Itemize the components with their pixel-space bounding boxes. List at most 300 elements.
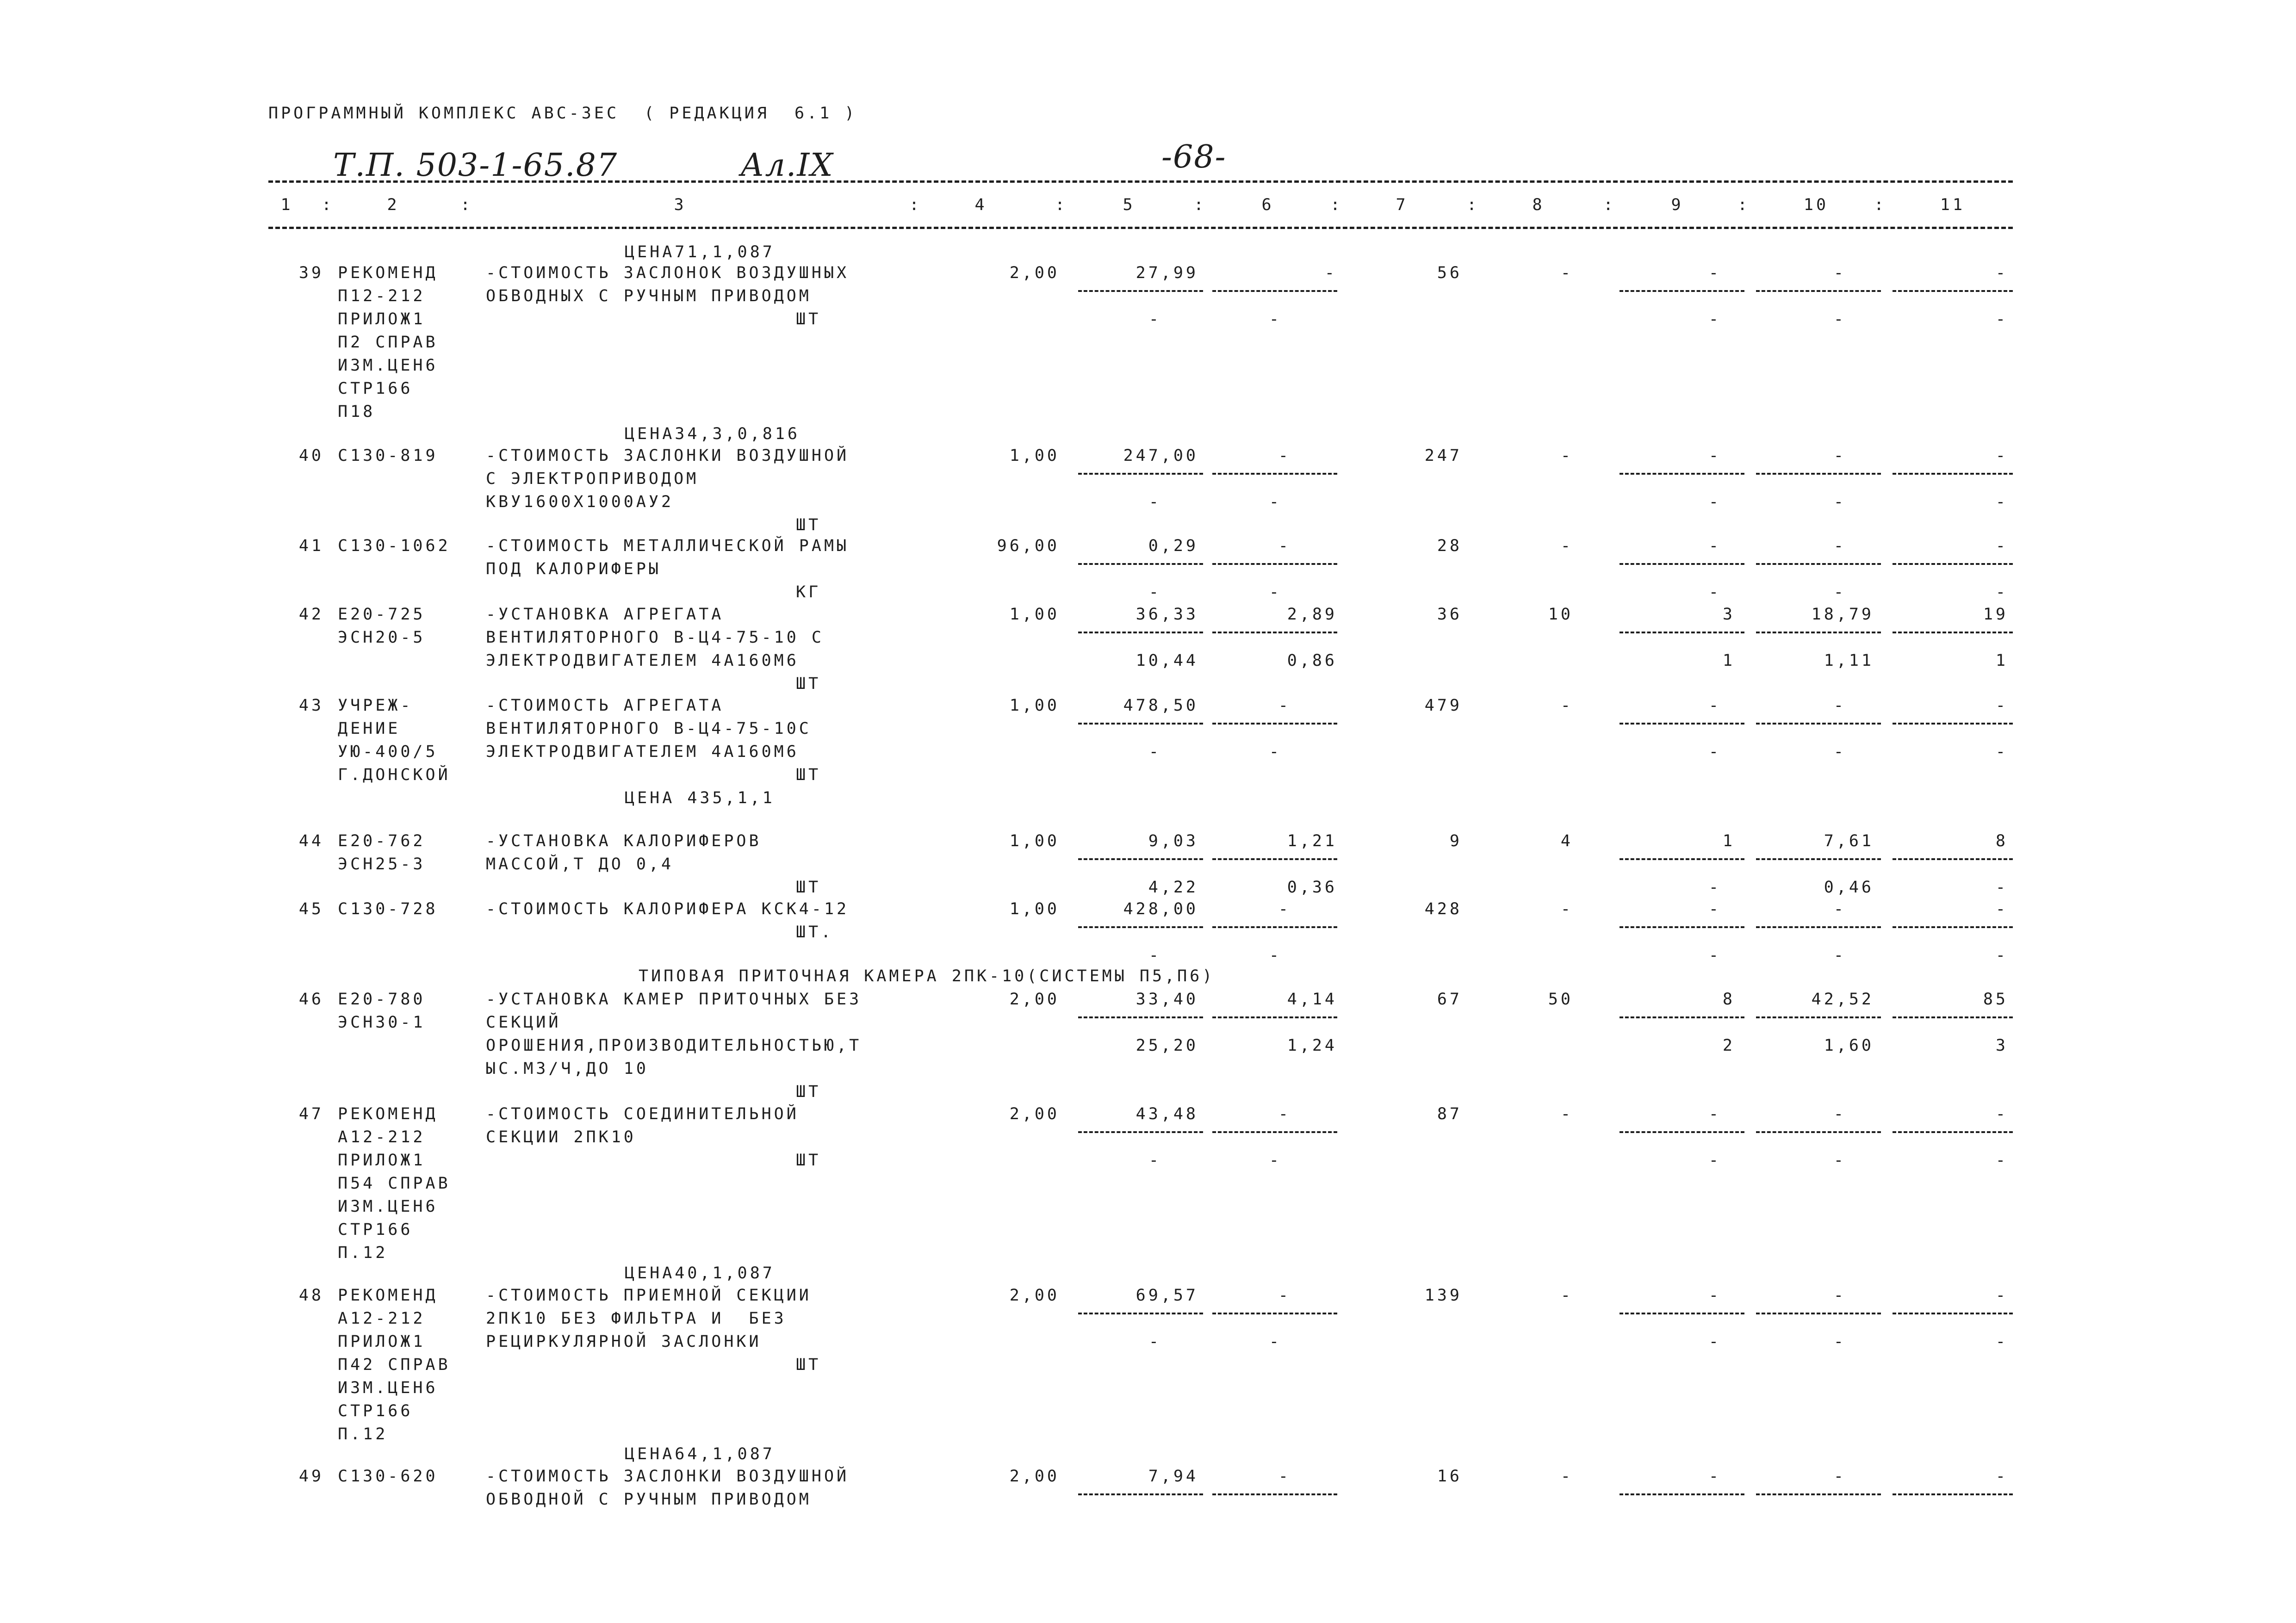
col10-bottom: 0,46: [1824, 878, 1874, 897]
col9-top: -: [1708, 1286, 1721, 1305]
header-bottom-rule: [268, 227, 2013, 229]
row-code-line: С130-728: [338, 900, 438, 918]
row-code-line: РЕКОМЕНД: [338, 264, 438, 282]
row-number: 43: [298, 696, 324, 715]
col-sep: :: [1738, 196, 1750, 214]
col11-top: -: [1995, 696, 2008, 715]
row-quantity: 2,00: [1009, 1105, 1060, 1123]
dash-underline: [1212, 473, 1337, 475]
dash-underline: [1620, 723, 1744, 725]
col6-bottom: -: [1269, 1332, 1282, 1351]
price-note: ЦЕНА40,1,087: [625, 1264, 775, 1282]
row-code-line: ИЗМ.ЦЕН6: [338, 1379, 438, 1397]
col11-top: -: [1995, 1467, 2008, 1486]
col-num-8: 8: [1532, 196, 1545, 214]
col9-bottom: -: [1708, 1151, 1721, 1170]
col9-top: -: [1708, 446, 1721, 465]
col5-bottom: -: [1148, 493, 1161, 511]
row-description-line: ЭЛЕКТРОДВИГАТЕЛЕМ 4А160М6: [486, 743, 799, 761]
row-code-line: С130-819: [338, 446, 438, 465]
row-number: 40: [298, 446, 324, 465]
row-unit: ШТ: [796, 1151, 821, 1170]
col6-bottom: -: [1269, 310, 1282, 328]
dash-underline: [1620, 1313, 1744, 1314]
price-note: ЦЕНА34,3,0,816: [625, 425, 800, 443]
col11-top: -: [1995, 264, 2008, 282]
col5-top: 428,00: [1123, 900, 1198, 918]
header-top-rule: [268, 180, 2013, 183]
col6-bottom: -: [1269, 583, 1282, 601]
col8-value: -: [1560, 537, 1573, 555]
col6-top: -: [1278, 1286, 1291, 1305]
dash-underline: [1756, 926, 1881, 928]
row-unit: ШТ: [796, 310, 821, 328]
dash-underline: [1078, 1493, 1203, 1495]
dash-underline: [1620, 290, 1744, 292]
col-num-7: 7: [1396, 196, 1409, 214]
dash-underline: [1212, 632, 1337, 633]
dash-underline: [1078, 1016, 1203, 1018]
dash-underline: [1620, 563, 1744, 565]
dash-underline: [1212, 1493, 1337, 1495]
col6-top: 4,14: [1287, 990, 1337, 1009]
col8-value: 4: [1560, 832, 1573, 850]
col11-top: -: [1995, 900, 2008, 918]
col8-value: -: [1560, 1105, 1573, 1123]
col5-top: 43,48: [1136, 1105, 1198, 1123]
dash-underline: [1756, 858, 1881, 860]
col11-top: 19: [1983, 605, 2008, 624]
row-unit: ШТ: [796, 675, 821, 693]
col7-value: 36: [1437, 605, 1462, 624]
col-num-3: 3: [674, 196, 687, 214]
col10-top: -: [1833, 537, 1846, 555]
row-code-line: ИЗМ.ЦЕН6: [338, 356, 438, 375]
row-description-line: -УСТАНОВКА АГРЕГАТА: [486, 605, 724, 624]
dash-underline: [1893, 1016, 2013, 1018]
row-description-line: -СТОИМОСТЬ АГРЕГАТА: [486, 696, 724, 715]
col11-top: -: [1995, 446, 2008, 465]
dash-underline: [1893, 858, 2013, 860]
dash-underline: [1756, 290, 1881, 292]
col11-bottom: -: [1995, 946, 2008, 965]
col10-bottom: -: [1833, 583, 1846, 601]
col10-top: -: [1833, 446, 1846, 465]
col7-value: 56: [1437, 264, 1462, 282]
dash-underline: [1893, 632, 2013, 633]
col10-bottom: -: [1833, 743, 1846, 761]
col5-bottom: -: [1148, 1151, 1161, 1170]
col9-top: -: [1708, 537, 1721, 555]
row-description-line: РЕЦИРКУЛЯРНОЙ ЗАСЛОНКИ: [486, 1332, 762, 1351]
col10-top: 18,79: [1811, 605, 1874, 624]
col6-top: -: [1324, 264, 1337, 282]
col-sep: :: [1055, 196, 1068, 214]
page-number: -68-: [1161, 139, 1227, 175]
row-code-line: Е20-780: [338, 990, 426, 1009]
section-heading: ТИПОВАЯ ПРИТОЧНАЯ КАМЕРА 2ПК-10(СИСТЕМЫ П5,П6): [639, 967, 1215, 985]
row-code-line: П.12: [338, 1425, 388, 1443]
dash-underline: [1212, 723, 1337, 725]
col5-top: 9,03: [1148, 832, 1198, 850]
col5-bottom: -: [1148, 743, 1161, 761]
row-description-line: -СТОИМОСТЬ ЗАСЛОНКИ ВОЗДУШНОЙ: [486, 1467, 850, 1486]
col9-top: -: [1708, 696, 1721, 715]
row-code-line: А12-212: [338, 1128, 426, 1146]
row-quantity: 1,00: [1009, 446, 1060, 465]
col8-value: -: [1560, 1286, 1573, 1305]
col6-bottom: 0,86: [1287, 651, 1337, 670]
dash-underline: [1893, 926, 2013, 928]
col11-bottom: 3: [1995, 1036, 2008, 1055]
col11-bottom: 1: [1995, 651, 2008, 670]
row-code-line: РЕКОМЕНД: [338, 1105, 438, 1123]
row-code-line: Г.ДОНСКОЙ: [338, 766, 451, 784]
col10-top: 7,61: [1824, 832, 1874, 850]
row-number: 41: [298, 537, 324, 555]
col7-value: 247: [1424, 446, 1462, 465]
dash-underline: [1620, 926, 1744, 928]
col9-bottom: 1: [1722, 651, 1735, 670]
col-sep: :: [1194, 196, 1207, 214]
col10-top: -: [1833, 900, 1846, 918]
col-num-10: 10: [1803, 196, 1829, 214]
row-description-line: -УСТАНОВКА КАМЕР ПРИТОЧНЫХ БЕЗ: [486, 990, 862, 1009]
col-sep: :: [1874, 196, 1887, 214]
col10-bottom: -: [1833, 310, 1846, 328]
dash-underline: [1620, 473, 1744, 475]
row-code-line: П.12: [338, 1244, 388, 1262]
col6-top: -: [1278, 537, 1291, 555]
col10-bottom: 1,60: [1824, 1036, 1874, 1055]
col10-top: -: [1833, 264, 1846, 282]
dash-underline: [1212, 858, 1337, 860]
dash-underline: [1893, 1313, 2013, 1314]
col10-bottom: -: [1833, 1151, 1846, 1170]
row-code-line: Е20-725: [338, 605, 426, 624]
col5-top: 33,40: [1136, 990, 1198, 1009]
col9-top: -: [1708, 1467, 1721, 1486]
dash-underline: [1756, 1131, 1881, 1133]
col5-top: 7,94: [1148, 1467, 1198, 1486]
price-note: ЦЕНА 435,1,1: [625, 789, 775, 807]
col7-value: 87: [1437, 1105, 1462, 1123]
row-description-line: -СТОИМОСТЬ МЕТАЛЛИЧЕСКОЙ РАМЫ: [486, 537, 850, 555]
row-description-line: ОБВОДНЫХ С РУЧНЫМ ПРИВОДОМ: [486, 287, 812, 305]
row-code-line: РЕКОМЕНД: [338, 1286, 438, 1305]
dash-underline: [1893, 1493, 2013, 1495]
col9-top: 3: [1722, 605, 1735, 624]
project-code: Т.П. 503-1-65.87: [333, 147, 618, 184]
dash-underline: [1756, 563, 1881, 565]
row-description-line: -СТОИМОСТЬ ЗАСЛОНОК ВОЗДУШНЫХ: [486, 264, 850, 282]
row-number: 49: [298, 1467, 324, 1486]
col-num-9: 9: [1671, 196, 1684, 214]
col9-bottom: -: [1708, 1332, 1721, 1351]
dash-underline: [1078, 926, 1203, 928]
col11-top: 8: [1995, 832, 2008, 850]
col6-top: -: [1278, 446, 1291, 465]
col6-bottom: -: [1269, 946, 1282, 965]
col11-bottom: -: [1995, 1332, 2008, 1351]
col7-value: 139: [1424, 1286, 1462, 1305]
col5-top: 69,57: [1136, 1286, 1198, 1305]
col5-top: 478,50: [1123, 696, 1198, 715]
row-unit: ШТ: [796, 1356, 821, 1374]
col11-top: 85: [1983, 990, 2008, 1009]
program-header: ПРОГРАММНЫЙ КОМПЛЕКС АВС-3ЕС ( РЕДАКЦИЯ 6.1 ): [268, 104, 857, 123]
row-description-line: -УСТАНОВКА КАЛОРИФЕРОВ: [486, 832, 762, 850]
col-num-5: 5: [1123, 196, 1136, 214]
row-number: 48: [298, 1286, 324, 1305]
dash-underline: [1078, 473, 1203, 475]
col11-top: -: [1995, 1286, 2008, 1305]
col-sep: :: [460, 196, 473, 214]
row-code-line: С130-1062: [338, 537, 451, 555]
col6-top: -: [1278, 1467, 1291, 1486]
row-description-line: ВЕНТИЛЯТОРНОГО В-Ц4-75-10С: [486, 719, 812, 738]
col6-bottom: -: [1269, 493, 1282, 511]
col10-top: -: [1833, 1105, 1846, 1123]
dash-underline: [1212, 1016, 1337, 1018]
row-description-line: КВУ1600Х1000АУ2: [486, 493, 674, 511]
col6-bottom: -: [1269, 1151, 1282, 1170]
col9-bottom: -: [1708, 946, 1721, 965]
col6-top: -: [1278, 696, 1291, 715]
dash-underline: [1212, 926, 1337, 928]
col9-top: -: [1708, 1105, 1721, 1123]
col9-top: -: [1708, 264, 1721, 282]
row-quantity: 2,00: [1009, 1467, 1060, 1486]
row-description-line: -СТОИМОСТЬ ЗАСЛОНКИ ВОЗДУШНОЙ: [486, 446, 850, 465]
col5-bottom: -: [1148, 1332, 1161, 1351]
col7-value: 428: [1424, 900, 1462, 918]
dash-underline: [1078, 563, 1203, 565]
col5-top: 0,29: [1148, 537, 1198, 555]
col8-value: -: [1560, 446, 1573, 465]
col10-bottom: -: [1833, 493, 1846, 511]
col5-bottom: 4,22: [1148, 878, 1198, 897]
row-description-line: 2ПК10 БЕЗ ФИЛЬТРА И БЕЗ: [486, 1309, 787, 1328]
row-code-line: УЧРЕЖ-: [338, 696, 413, 715]
col-sep: :: [1467, 196, 1480, 214]
row-description-line: -СТОИМОСТЬ КАЛОРИФЕРА КСК4-12: [486, 900, 850, 918]
row-code-line: П54 СПРАВ: [338, 1174, 451, 1193]
row-code-line: СТР166: [338, 379, 413, 398]
row-description-line: -СТОИМОСТЬ СОЕДИНИТЕЛЬНОЙ: [486, 1105, 799, 1123]
row-quantity: 96,00: [997, 537, 1060, 555]
row-code-line: УЮ-400/5: [338, 743, 438, 761]
col9-bottom: -: [1708, 583, 1721, 601]
dash-underline: [1078, 723, 1203, 725]
col7-value: 479: [1424, 696, 1462, 715]
col7-value: 28: [1437, 537, 1462, 555]
col-num-6: 6: [1261, 196, 1274, 214]
col6-top: 2,89: [1287, 605, 1337, 624]
row-code-line: ЭСН25-3: [338, 855, 426, 873]
row-description-line: ЭЛЕКТРОДВИГАТЕЛЕМ 4А160М6: [486, 651, 799, 670]
col11-bottom: -: [1995, 1151, 2008, 1170]
col5-bottom: -: [1148, 583, 1161, 601]
dash-underline: [1756, 1493, 1881, 1495]
col5-bottom: -: [1148, 310, 1161, 328]
row-unit: ШТ: [796, 1083, 821, 1101]
row-quantity: 1,00: [1009, 900, 1060, 918]
dash-underline: [1078, 858, 1203, 860]
dash-underline: [1893, 1131, 2013, 1133]
col6-bottom: -: [1269, 743, 1282, 761]
row-code-line: ЭСН30-1: [338, 1013, 426, 1032]
dash-underline: [1078, 1313, 1203, 1314]
dash-underline: [1620, 632, 1744, 633]
dash-underline: [1756, 723, 1881, 725]
row-description-line: ОРОШЕНИЯ,ПРОИЗВОДИТЕЛЬНОСТЬЮ,Т: [486, 1036, 862, 1055]
row-quantity: 1,00: [1009, 605, 1060, 624]
row-description-line: ПОД КАЛОРИФЕРЫ: [486, 560, 662, 578]
col8-value: -: [1560, 696, 1573, 715]
row-number: 42: [298, 605, 324, 624]
col10-top: -: [1833, 696, 1846, 715]
col10-bottom: -: [1833, 946, 1846, 965]
col6-top: -: [1278, 900, 1291, 918]
row-code-line: Е20-762: [338, 832, 426, 850]
row-code-line: П42 СПРАВ: [338, 1356, 451, 1374]
row-unit: ШТ: [796, 878, 821, 897]
row-code-line: ПРИЛОЖ1: [338, 1332, 426, 1351]
col-num-1: 1: [280, 196, 293, 214]
dash-underline: [1078, 290, 1203, 292]
col5-top: 36,33: [1136, 605, 1198, 624]
col-num-2: 2: [387, 196, 400, 214]
row-description-line: С ЭЛЕКТРОПРИВОДОМ: [486, 470, 699, 488]
row-quantity: 1,00: [1009, 696, 1060, 715]
col9-bottom: -: [1708, 878, 1721, 897]
row-description-line: СЕКЦИЙ: [486, 1013, 561, 1032]
col7-value: 67: [1437, 990, 1462, 1009]
dash-underline: [1893, 563, 2013, 565]
col11-top: -: [1995, 537, 2008, 555]
price-note: ЦЕНА71,1,087: [625, 243, 775, 261]
row-code-line: ПРИЛОЖ1: [338, 1151, 426, 1170]
col-sep: :: [1330, 196, 1343, 214]
dash-underline: [1212, 563, 1337, 565]
col9-bottom: -: [1708, 743, 1721, 761]
row-code-line: П12-212: [338, 287, 426, 305]
row-code-line: С130-620: [338, 1467, 438, 1486]
col9-top: -: [1708, 900, 1721, 918]
dash-underline: [1756, 1313, 1881, 1314]
col9-top: 1: [1722, 832, 1735, 850]
row-code-line: ПРИЛОЖ1: [338, 310, 426, 328]
col5-top: 27,99: [1136, 264, 1198, 282]
row-quantity: 1,00: [1009, 832, 1060, 850]
col10-top: 42,52: [1811, 990, 1874, 1009]
col5-top: 247,00: [1123, 446, 1198, 465]
col8-value: -: [1560, 900, 1573, 918]
row-unit: КГ: [796, 583, 821, 601]
dash-underline: [1893, 473, 2013, 475]
col5-bottom: 10,44: [1136, 651, 1198, 670]
row-description-line: ВЕНТИЛЯТОРНОГО В-Ц4-75-10 С: [486, 628, 824, 647]
col8-value: 10: [1548, 605, 1573, 624]
col9-top: 8: [1722, 990, 1735, 1009]
col6-top: -: [1278, 1105, 1291, 1123]
row-code-line: П18: [338, 403, 376, 421]
col5-bottom: 25,20: [1136, 1036, 1198, 1055]
row-quantity: 2,00: [1009, 264, 1060, 282]
col11-bottom: -: [1995, 310, 2008, 328]
dash-underline: [1756, 473, 1881, 475]
row-number: 44: [298, 832, 324, 850]
dash-underline: [1756, 632, 1881, 633]
col6-bottom: 0,36: [1287, 878, 1337, 897]
row-quantity: 2,00: [1009, 990, 1060, 1009]
album-number: Ал.IX: [740, 147, 834, 184]
row-description-line: МАССОЙ,Т ДО 0,4: [486, 855, 674, 873]
col10-top: -: [1833, 1467, 1846, 1486]
row-code-line: П2 СПРАВ: [338, 333, 438, 352]
dash-underline: [1212, 1131, 1337, 1133]
col-sep: :: [322, 196, 335, 214]
col6-bottom: 1,24: [1287, 1036, 1337, 1055]
dash-underline: [1620, 1131, 1744, 1133]
row-code-line: СТР166: [338, 1220, 413, 1239]
col11-bottom: -: [1995, 493, 2008, 511]
row-number: 47: [298, 1105, 324, 1123]
row-number: 45: [298, 900, 324, 918]
dash-underline: [1620, 1016, 1744, 1018]
col9-bottom: -: [1708, 310, 1721, 328]
price-note: ЦЕНА64,1,087: [625, 1445, 775, 1463]
row-unit: ШТ.: [796, 923, 834, 942]
col8-value: 50: [1548, 990, 1573, 1009]
col-num-11: 11: [1940, 196, 1966, 214]
col-num-4: 4: [974, 196, 987, 214]
col9-bottom: -: [1708, 493, 1721, 511]
col8-value: -: [1560, 1467, 1573, 1486]
row-code-line: ДЕНИЕ: [338, 719, 401, 738]
col7-value: 16: [1437, 1467, 1462, 1486]
row-description-line: СЕКЦИИ 2ПК10: [486, 1128, 636, 1146]
row-code-line: ИЗМ.ЦЕН6: [338, 1197, 438, 1216]
dash-underline: [1078, 632, 1203, 633]
row-description-line: ЫС.М3/Ч,ДО 10: [486, 1059, 649, 1078]
col10-bottom: 1,11: [1824, 651, 1874, 670]
col6-top: 1,21: [1287, 832, 1337, 850]
row-code-line: ЭСН20-5: [338, 628, 426, 647]
row-code-line: СТР166: [338, 1402, 413, 1420]
row-quantity: 2,00: [1009, 1286, 1060, 1305]
col11-bottom: -: [1995, 743, 2008, 761]
col7-value: 9: [1449, 832, 1462, 850]
dash-underline: [1212, 1313, 1337, 1314]
row-number: 39: [298, 264, 324, 282]
dash-underline: [1212, 290, 1337, 292]
dash-underline: [1893, 723, 2013, 725]
col10-bottom: -: [1833, 1332, 1846, 1351]
row-number: 46: [298, 990, 324, 1009]
col11-bottom: -: [1995, 583, 2008, 601]
dash-underline: [1078, 1131, 1203, 1133]
col11-bottom: -: [1995, 878, 2008, 897]
col9-bottom: 2: [1722, 1036, 1735, 1055]
row-description-line: ОБВОДНОЙ С РУЧНЫМ ПРИВОДОМ: [486, 1490, 812, 1509]
col10-top: -: [1833, 1286, 1846, 1305]
dash-underline: [1756, 1016, 1881, 1018]
dash-underline: [1620, 1493, 1744, 1495]
row-unit: ШТ: [796, 766, 821, 784]
col8-value: -: [1560, 264, 1573, 282]
